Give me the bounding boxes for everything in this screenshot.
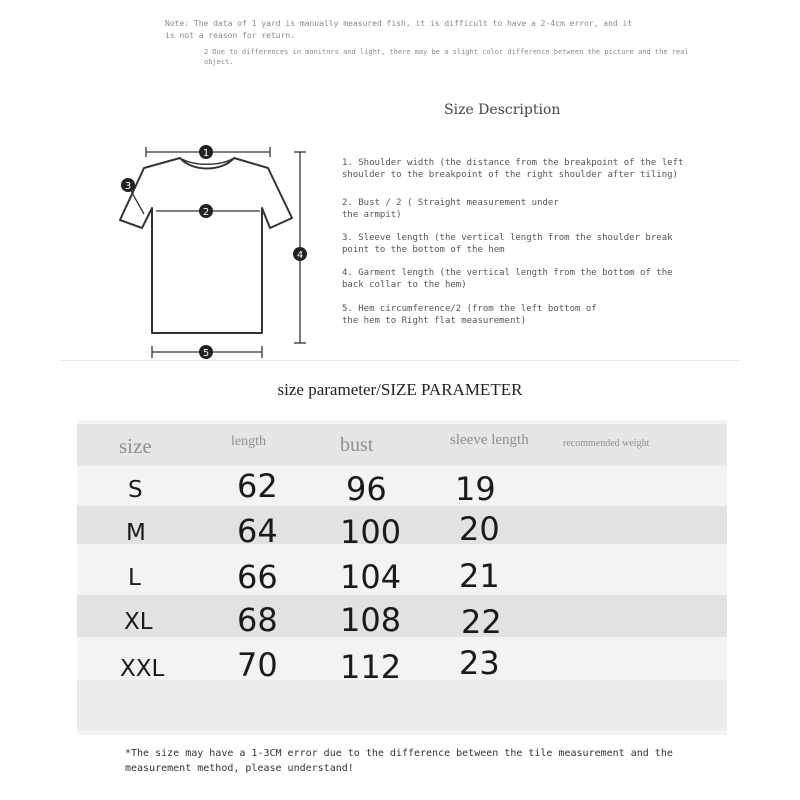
marker-4 [293,247,307,261]
table-row-band [77,506,727,544]
marker-5-label: 5 [202,348,210,359]
marker-3 [121,178,135,192]
desc-item-garment-length: 4. Garment length (the vertical length from the bottom of the back collar to the hem) [342,268,673,290]
size-description-title: Size Description [444,102,561,118]
desc-item-bust: 2. Bust / 2 ( Straight measurement under the armpit) [342,198,559,220]
size-parameter-title: size parameter/SIZE PARAMETER [277,380,523,399]
note-color-difference: 2 Due to differences in monitors and light, there may be a slight color difference between the picture and the real object. [204,48,689,66]
cell-sleeve: 23 [459,644,500,682]
header-recommended-weight: recommended weight [563,438,650,449]
desc-item-sleeve: 3. Sleeve length (the vertical length from the shoulder break point to the bottom of the hem [342,233,673,255]
header-size: size [119,434,152,458]
table-row-band [77,595,727,637]
cell-bust: 112 [340,648,402,686]
cell-sleeve: 19 [455,470,496,508]
marker-1-label: 1 [202,148,210,159]
cell-length: 64 [237,512,278,550]
marker-4-label: 4 [296,250,304,261]
cell-size: XL [124,609,153,635]
cell-size: XXL [120,656,165,682]
marker-3-label: 3 [124,181,132,192]
header-sleeve-length: sleeve length [450,432,529,448]
tshirt-outline-icon [120,158,292,333]
cell-bust: 100 [340,513,402,551]
desc-item-hem: 5. Hem circumference/2 (from the left bottom of the hem to Right flat measurement) [342,304,597,326]
cell-size: S [128,477,143,503]
cell-bust: 108 [340,601,402,639]
cell-length: 68 [237,601,278,639]
table-row-band [77,680,727,730]
cell-sleeve: 20 [459,510,500,548]
header-length: length [231,434,266,449]
marker-2-label: 2 [202,207,210,218]
cell-size: M [126,520,146,546]
cell-length: 70 [237,646,278,684]
marker-1 [199,145,213,159]
marker-5 [199,345,213,359]
marker-2 [199,204,213,218]
cell-length: 66 [237,558,278,596]
cell-bust: 104 [340,558,402,596]
header-bust: bust [340,434,374,456]
cell-sleeve: 22 [461,603,502,641]
size-table [77,420,727,735]
cell-bust: 96 [346,470,387,508]
cell-sleeve: 21 [459,557,500,595]
cell-size: L [128,565,141,591]
tshirt-diagram [110,138,320,368]
desc-item-shoulder: 1. Shoulder width (the distance from the breakpoint of the left shoulder to the breakpoint of the right shoulder after tiling) [342,158,684,180]
cell-length: 62 [237,467,278,505]
footer-error-note: *The size may have a 1-3CM error due to the difference between the tile measurement and the measurement method, please understand! [125,748,673,774]
note-measurement: Note: The data of 1 yard is manually measured fish, it is difficult to have a 2-4cm error, and it is not a reason for return. [165,19,633,40]
